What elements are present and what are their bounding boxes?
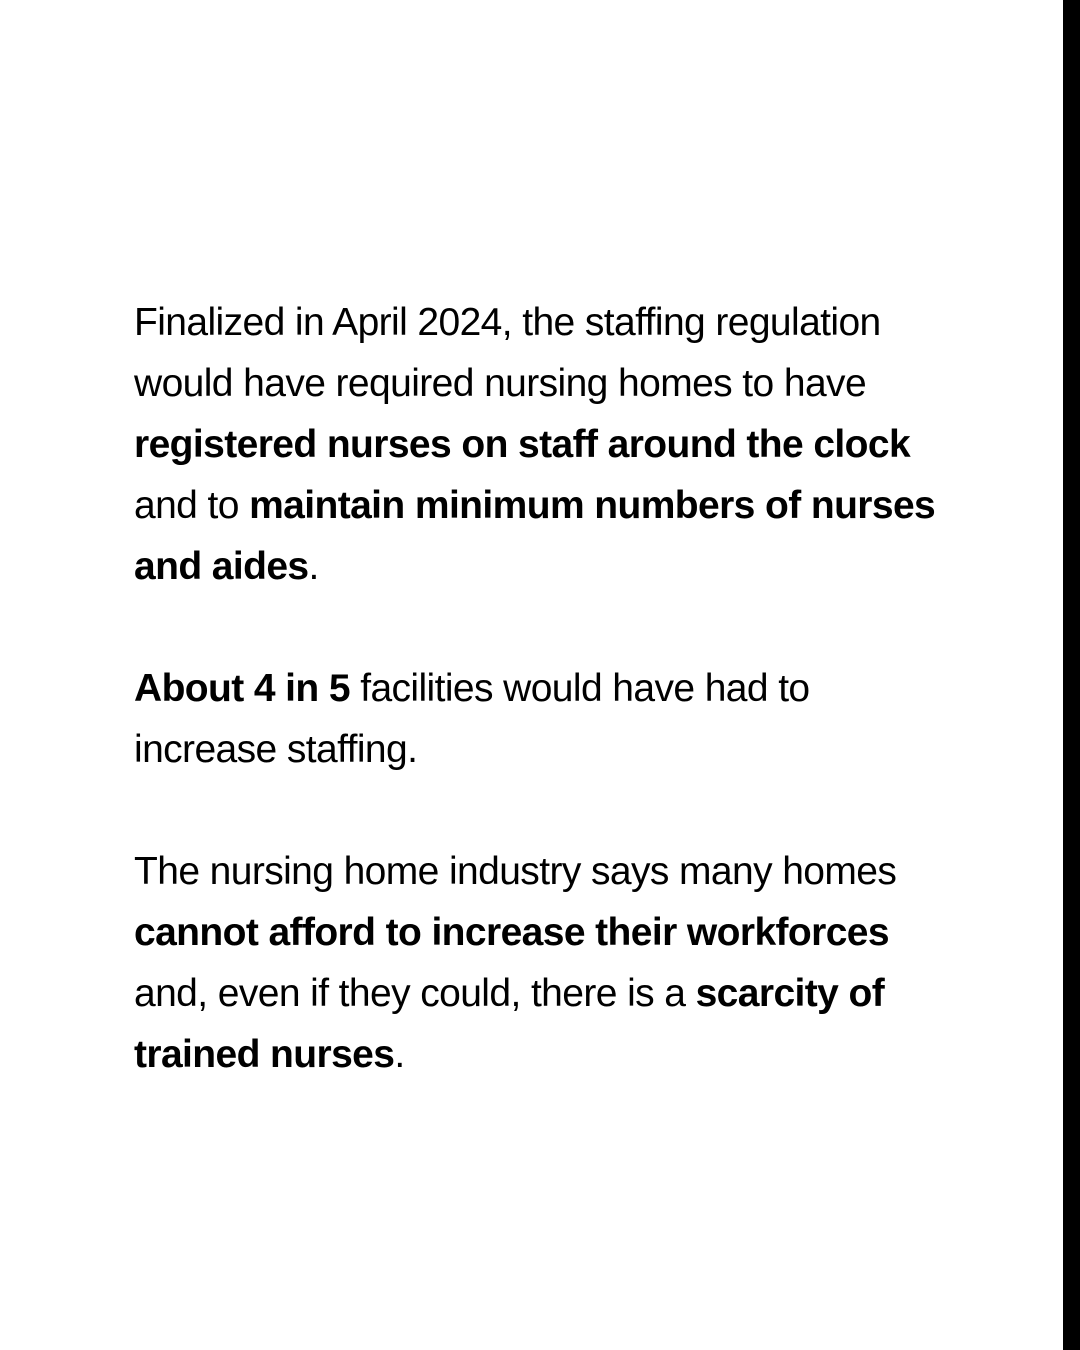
text-segment: and to	[134, 484, 250, 527]
bold-segment: About 4 in 5	[134, 667, 350, 710]
bold-segment: maintain minimum numbers of nurses and aides	[134, 484, 936, 588]
text-segment: .	[394, 1033, 405, 1076]
text-segment: Finalized in April 2024, the staffing regulation would have required nursing homes to have	[134, 301, 881, 405]
text-segment: The nursing home industry says many homes	[134, 850, 897, 893]
paragraph-staffing-regulation	[134, 292, 944, 597]
paragraph-facilities-stat	[134, 658, 944, 780]
right-edge-bar	[1063, 0, 1080, 1350]
text-segment: facilities would have had to increase staffing.	[134, 667, 810, 771]
paragraph-industry-response	[134, 841, 944, 1085]
bold-segment: cannot afford to increase their workforces	[134, 911, 889, 954]
text-segment: .	[308, 545, 319, 588]
bold-segment: registered nurses on staff around the clock	[134, 423, 911, 466]
article-text	[134, 292, 944, 1085]
bold-segment: scarcity of trained nurses	[134, 972, 885, 1076]
text-segment: and, even if they could, there is a	[134, 972, 696, 1015]
